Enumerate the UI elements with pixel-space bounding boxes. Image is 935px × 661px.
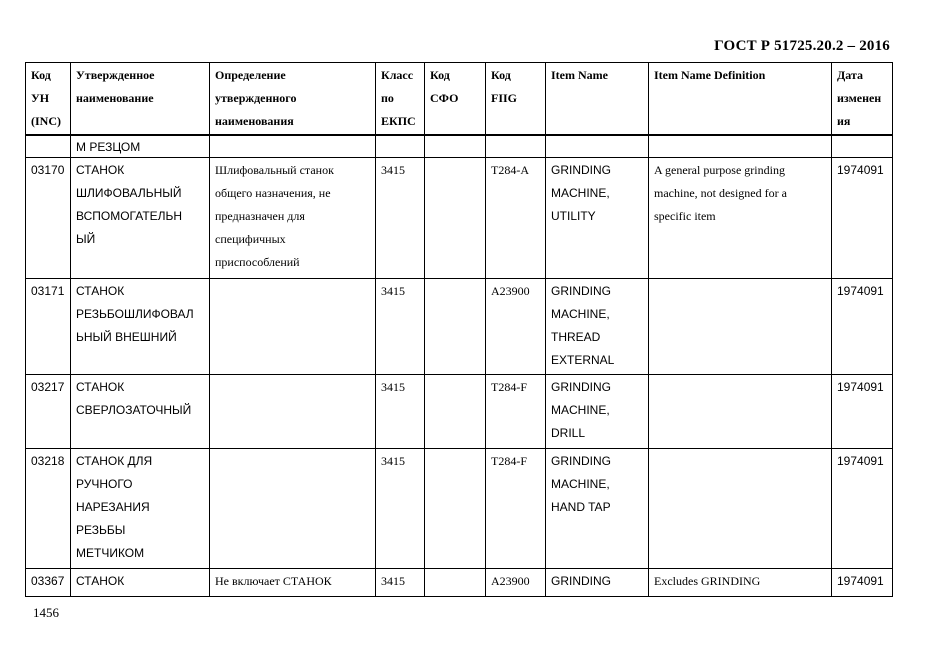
cell-item-def bbox=[649, 279, 832, 375]
table-row bbox=[26, 449, 893, 569]
cell-line: 3415 bbox=[381, 284, 405, 298]
cell-date bbox=[832, 449, 893, 569]
cell-line: СВЕРЛОЗАТОЧНЫЙ bbox=[76, 403, 192, 417]
cell-line: THREAD bbox=[551, 330, 601, 344]
header-line: Item Name bbox=[551, 68, 608, 82]
header-line: наименования bbox=[215, 114, 294, 128]
cell-ekps bbox=[376, 569, 425, 597]
cell-line: T284-A bbox=[491, 163, 529, 177]
cell-line: 1974091 bbox=[837, 454, 884, 468]
cell-fiig bbox=[486, 569, 546, 597]
cell-name-ru bbox=[71, 569, 210, 597]
cell-line: ЫЙ bbox=[76, 232, 96, 246]
header-line: по bbox=[381, 91, 394, 105]
cell-item-def bbox=[649, 375, 832, 449]
cell-name-ru bbox=[71, 135, 210, 158]
cell-item-def bbox=[649, 135, 832, 158]
table-row bbox=[26, 135, 893, 158]
cell-fiig bbox=[486, 279, 546, 375]
cell-ekps bbox=[376, 135, 425, 158]
cell-line: 3415 bbox=[381, 163, 405, 177]
cell-line: СТАНОК bbox=[76, 163, 125, 177]
header-line: Утвержденное bbox=[76, 68, 155, 82]
cell-line: HAND TAP bbox=[551, 500, 611, 514]
cell-item-name bbox=[546, 135, 649, 158]
cell-line: 03367 bbox=[31, 574, 65, 588]
cell-line: GRINDING bbox=[551, 380, 611, 394]
page-number: 1456 bbox=[33, 605, 59, 620]
cell-line: ШЛИФОВАЛЬНЫЙ bbox=[76, 186, 182, 200]
cell-line: UTILITY bbox=[551, 209, 596, 223]
cell-line: T284-F bbox=[491, 380, 527, 394]
cell-name-ru bbox=[71, 279, 210, 375]
header-sfo-code bbox=[425, 63, 486, 135]
header-line: ЕКПС bbox=[381, 114, 416, 128]
cell-line: 03170 bbox=[31, 163, 65, 177]
header-item-name-definition bbox=[649, 63, 832, 135]
cell-inc bbox=[26, 375, 71, 449]
cell-line: М РЕЗЦОМ bbox=[76, 139, 141, 154]
cell-line: A23900 bbox=[491, 574, 530, 588]
header-fiig-code bbox=[486, 63, 546, 135]
cell-def-ru bbox=[210, 375, 376, 449]
header-line: Определение bbox=[215, 68, 286, 82]
cell-def-ru bbox=[210, 279, 376, 375]
header-ekps-class bbox=[376, 63, 425, 135]
header-definition-ru bbox=[210, 63, 376, 135]
cell-line: 03218 bbox=[31, 454, 65, 468]
table-row bbox=[26, 279, 893, 375]
header-line: Дата bbox=[837, 68, 863, 82]
table-row bbox=[26, 158, 893, 279]
cell-sfo bbox=[425, 449, 486, 569]
cell-sfo bbox=[425, 135, 486, 158]
header-change-date bbox=[832, 63, 893, 135]
header-inc bbox=[26, 63, 71, 135]
header-name-ru bbox=[71, 63, 210, 135]
cell-sfo bbox=[425, 569, 486, 597]
cell-line: СТАНОК bbox=[76, 574, 125, 588]
cell-line: DRILL bbox=[551, 426, 586, 440]
cell-line: specific item bbox=[654, 209, 716, 223]
cell-name-ru bbox=[71, 449, 210, 569]
cell-line: ВСПОМОГАТЕЛЬН bbox=[76, 209, 183, 223]
cell-name-ru bbox=[71, 158, 210, 279]
cell-line: machine, not designed for a bbox=[654, 186, 787, 200]
header-line: изменен bbox=[837, 91, 882, 105]
cell-fiig bbox=[486, 375, 546, 449]
cell-line: СТАНОК bbox=[76, 284, 125, 298]
cell-line: РЕЗЬБЫ bbox=[76, 523, 126, 537]
cell-def-ru bbox=[210, 158, 376, 279]
table-header-row bbox=[26, 63, 893, 135]
cell-inc bbox=[26, 135, 71, 158]
header-line: Код bbox=[430, 68, 450, 82]
cell-inc bbox=[26, 279, 71, 375]
cell-line: A general purpose grinding bbox=[654, 163, 785, 177]
cell-line: MACHINE, bbox=[551, 186, 610, 200]
header-line: утвержденного bbox=[215, 91, 297, 105]
cell-date bbox=[832, 158, 893, 279]
header-line: FIIG bbox=[491, 91, 518, 105]
cell-inc bbox=[26, 158, 71, 279]
cell-line: Шлифовальный станок bbox=[215, 163, 334, 177]
cell-line: 3415 bbox=[381, 454, 405, 468]
cell-item-name bbox=[546, 569, 649, 597]
cell-def-ru bbox=[210, 135, 376, 158]
cell-date bbox=[832, 569, 893, 597]
cell-line: МЕТЧИКОМ bbox=[76, 546, 145, 560]
cell-line: Excludes GRINDING bbox=[654, 574, 761, 588]
cell-name-ru bbox=[71, 375, 210, 449]
cell-line: НАРЕЗАНИЯ bbox=[76, 500, 150, 514]
cell-item-name bbox=[546, 279, 649, 375]
cell-line: MACHINE, bbox=[551, 477, 610, 491]
cell-line: общего назначения, не bbox=[215, 186, 331, 200]
cell-def-ru bbox=[210, 449, 376, 569]
cell-line: Не включает СТАНОК bbox=[215, 574, 332, 588]
cell-line: 3415 bbox=[381, 380, 405, 394]
table-body bbox=[26, 135, 893, 597]
header-line: наименование bbox=[76, 91, 154, 105]
header-line: ия bbox=[837, 114, 851, 128]
cell-line: РУЧНОГО bbox=[76, 477, 133, 491]
cell-date bbox=[832, 135, 893, 158]
cell-line: EXTERNAL bbox=[551, 353, 615, 367]
header-line: Код bbox=[491, 68, 511, 82]
header-line: Код bbox=[31, 68, 51, 82]
cell-date bbox=[832, 375, 893, 449]
header-line: Item Name Definition bbox=[654, 68, 766, 82]
cell-line: РЕЗЬБОШЛИФОВАЛ bbox=[76, 307, 194, 321]
header-item-name bbox=[546, 63, 649, 135]
cell-sfo bbox=[425, 375, 486, 449]
document-title: ГОСТ Р 51725.20.2 – 2016 bbox=[714, 38, 890, 54]
cell-sfo bbox=[425, 158, 486, 279]
cell-line: GRINDING bbox=[551, 284, 611, 298]
cell-line: приспособлений bbox=[215, 255, 300, 269]
header-line: СФО bbox=[430, 91, 459, 105]
cell-date bbox=[832, 279, 893, 375]
cell-item-name bbox=[546, 375, 649, 449]
cell-line: MACHINE, bbox=[551, 307, 610, 321]
cell-inc bbox=[26, 569, 71, 597]
cell-line: GRINDING bbox=[551, 163, 611, 177]
cell-line: СТАНОК bbox=[76, 380, 125, 394]
cell-item-def bbox=[649, 449, 832, 569]
cell-item-name bbox=[546, 449, 649, 569]
cell-item-name bbox=[546, 158, 649, 279]
cell-fiig bbox=[486, 135, 546, 158]
cell-ekps bbox=[376, 375, 425, 449]
cell-line: 03217 bbox=[31, 380, 65, 394]
cell-line: GRINDING bbox=[551, 454, 611, 468]
cell-line: MACHINE, bbox=[551, 403, 610, 417]
cell-inc bbox=[26, 449, 71, 569]
cell-line: 1974091 bbox=[837, 284, 884, 298]
cell-sfo bbox=[425, 279, 486, 375]
cell-line: СТАНОК ДЛЯ bbox=[76, 454, 153, 468]
header-line: УН bbox=[31, 91, 50, 105]
cell-line: предназначен для bbox=[215, 209, 305, 223]
header-line: Класс bbox=[381, 68, 414, 82]
cell-fiig bbox=[486, 158, 546, 279]
cell-ekps bbox=[376, 158, 425, 279]
cell-ekps bbox=[376, 279, 425, 375]
cell-line: A23900 bbox=[491, 284, 530, 298]
cell-line: 1974091 bbox=[837, 380, 884, 394]
cell-def-ru bbox=[210, 569, 376, 597]
cell-ekps bbox=[376, 449, 425, 569]
cell-line: специфичных bbox=[215, 232, 286, 246]
header-line: (INC) bbox=[31, 114, 61, 128]
cell-line: 3415 bbox=[381, 574, 405, 588]
cell-line: 1974091 bbox=[837, 163, 884, 177]
nomenclature-table bbox=[25, 62, 893, 597]
cell-line: 03171 bbox=[31, 284, 65, 298]
table-row bbox=[26, 569, 893, 597]
cell-item-def bbox=[649, 569, 832, 597]
cell-line: GRINDING bbox=[551, 574, 611, 588]
table-row bbox=[26, 375, 893, 449]
cell-item-def bbox=[649, 158, 832, 279]
cell-line: ЬНЫЙ ВНЕШНИЙ bbox=[76, 330, 177, 344]
cell-line: T284-F bbox=[491, 454, 527, 468]
cell-line: 1974091 bbox=[837, 574, 884, 588]
cell-fiig bbox=[486, 449, 546, 569]
